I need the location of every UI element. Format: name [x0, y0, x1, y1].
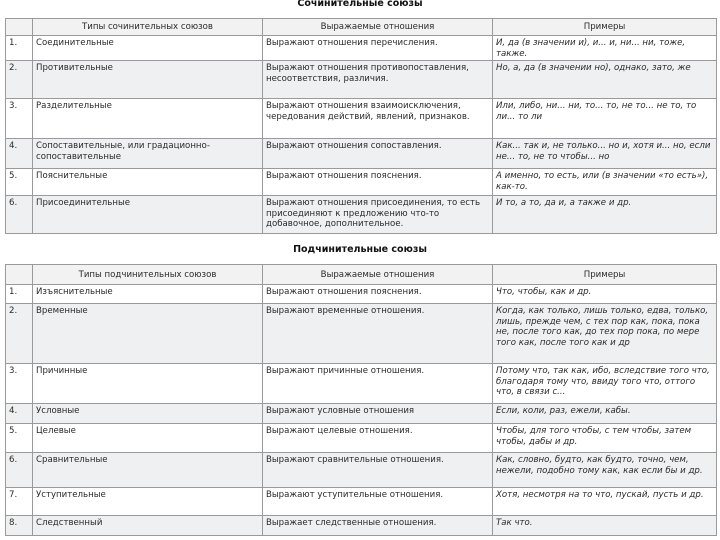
header-number — [6, 19, 33, 36]
row-number: 1. — [6, 36, 33, 61]
row-type: Условные — [33, 404, 263, 424]
header-examples: Примеры — [493, 265, 717, 285]
row-number: 7. — [6, 488, 33, 516]
table-row — [6, 453, 717, 488]
row-relations: Выражают отношения взаимоисключения, чередования действий, явлений, признаков. — [263, 99, 493, 139]
row-relations: Выражают временные отношения. — [263, 304, 493, 364]
row-type: Соединительные — [33, 36, 263, 61]
table-row — [6, 169, 717, 196]
row-number: 4. — [6, 139, 33, 169]
row-examples: А именно, то есть, или (в значении «то есть»), как-то. — [493, 169, 717, 196]
table-row — [6, 488, 717, 516]
table-row — [6, 196, 717, 234]
table-row — [6, 304, 717, 364]
row-examples: И то, а то, да и, а также и др. — [493, 196, 717, 234]
row-number: 5. — [6, 424, 33, 453]
row-type: Пояснительные — [33, 169, 263, 196]
row-type: Изъяснительные — [33, 285, 263, 304]
row-relations: Выражают отношения сопоставления. — [263, 139, 493, 169]
row-number: 6. — [6, 453, 33, 488]
row-type: Сравнительные — [33, 453, 263, 488]
row-type: Целевые — [33, 424, 263, 453]
table-row — [6, 139, 717, 169]
table-row — [6, 99, 717, 139]
row-number: 2. — [6, 304, 33, 364]
row-type: Противительные — [33, 61, 263, 99]
row-type: Следственный — [33, 516, 263, 536]
row-relations: Выражают причинные отношения. — [263, 364, 493, 404]
table-header-row — [6, 265, 717, 285]
table-row — [6, 424, 717, 453]
row-type: Разделительные — [33, 99, 263, 139]
table-row — [6, 364, 717, 404]
table-row — [6, 404, 717, 424]
row-number: 1. — [6, 285, 33, 304]
row-relations: Выражают отношения присоединения, то есть присоединяют к предложению что-то добавочное, дополнительное. — [263, 196, 493, 234]
row-examples: Или, либо, ни... ни, то... то, не то... не то, то ли... то ли — [493, 99, 717, 139]
row-number: 2. — [6, 61, 33, 99]
row-relations: Выражают отношения пояснения. — [263, 285, 493, 304]
header-relations: Выражаемые отношения — [263, 265, 493, 285]
row-examples: Так что. — [493, 516, 717, 536]
row-examples: Когда, как только, лишь только, едва, только, лишь, прежде чем, с тех пор как, пока, пока не, после того как, до тех пор пока, по мере того как, после того как и др — [493, 304, 717, 364]
row-examples: Как... так и, не только... но и, хотя и... но, если не... то, не то чтобы... но — [493, 139, 717, 169]
table-row — [6, 61, 717, 99]
row-number: 6. — [6, 196, 33, 234]
row-examples: Если, коли, раз, ежели, кабы. — [493, 404, 717, 424]
row-examples: Чтобы, для того чтобы, с тем чтобы, затем чтобы, дабы и др. — [493, 424, 717, 453]
row-type: Сопоставительные, или градационно-сопоставительные — [33, 139, 263, 169]
row-type: Временные — [33, 304, 263, 364]
row-examples: Но, а, да (в значении но), однако, зато, же — [493, 61, 717, 99]
row-number: 3. — [6, 364, 33, 404]
table-header-row — [6, 19, 717, 36]
row-examples: Потому что, так как, ибо, вследствие того что, благодаря тому что, ввиду того что, оттого что, в связи с... — [493, 364, 717, 404]
row-number: 4. — [6, 404, 33, 424]
row-type: Уступительные — [33, 488, 263, 516]
row-relations: Выражают условные отношения — [263, 404, 493, 424]
row-type: Присоединительные — [33, 196, 263, 234]
header-type: Типы сочинительных союзов — [33, 19, 263, 36]
subordinating-conjunctions-table — [5, 264, 717, 536]
row-examples: Хотя, несмотря на то что, пускай, пусть и др. — [493, 488, 717, 516]
header-relations: Выражаемые отношения — [263, 19, 493, 36]
row-examples: Что, чтобы, как и др. — [493, 285, 717, 304]
header-type: Типы подчинительных союзов — [33, 265, 263, 285]
coordinating-title: Сочинительные союзы — [297, 0, 423, 9]
header-examples: Примеры — [493, 19, 717, 36]
row-examples: И, да (в значении и), и... и, ни... ни, тоже, также. — [493, 36, 717, 61]
row-relations: Выражают отношения перечисления. — [263, 36, 493, 61]
row-number: 5. — [6, 169, 33, 196]
table-row — [6, 285, 717, 304]
table-row — [6, 516, 717, 536]
row-number: 3. — [6, 99, 33, 139]
row-type: Причинные — [33, 364, 263, 404]
table-row — [6, 36, 717, 61]
row-examples: Как, словно, будто, как будто, точно, чем, нежели, подобно тому как, как если бы и др. — [493, 453, 717, 488]
row-relations: Выражают отношения противопоставления, несоответствия, различия. — [263, 61, 493, 99]
row-number: 8. — [6, 516, 33, 536]
header-number — [6, 265, 33, 285]
row-relations: Выражают целевые отношения. — [263, 424, 493, 453]
row-relations: Выражают уступительные отношения. — [263, 488, 493, 516]
coordinating-conjunctions-table — [5, 18, 717, 234]
subordinating-title: Подчинительные союзы — [293, 244, 427, 255]
row-relations: Выражает следственные отношения. — [263, 516, 493, 536]
row-relations: Выражают сравнительные отношения. — [263, 453, 493, 488]
row-relations: Выражают отношения пояснения. — [263, 169, 493, 196]
